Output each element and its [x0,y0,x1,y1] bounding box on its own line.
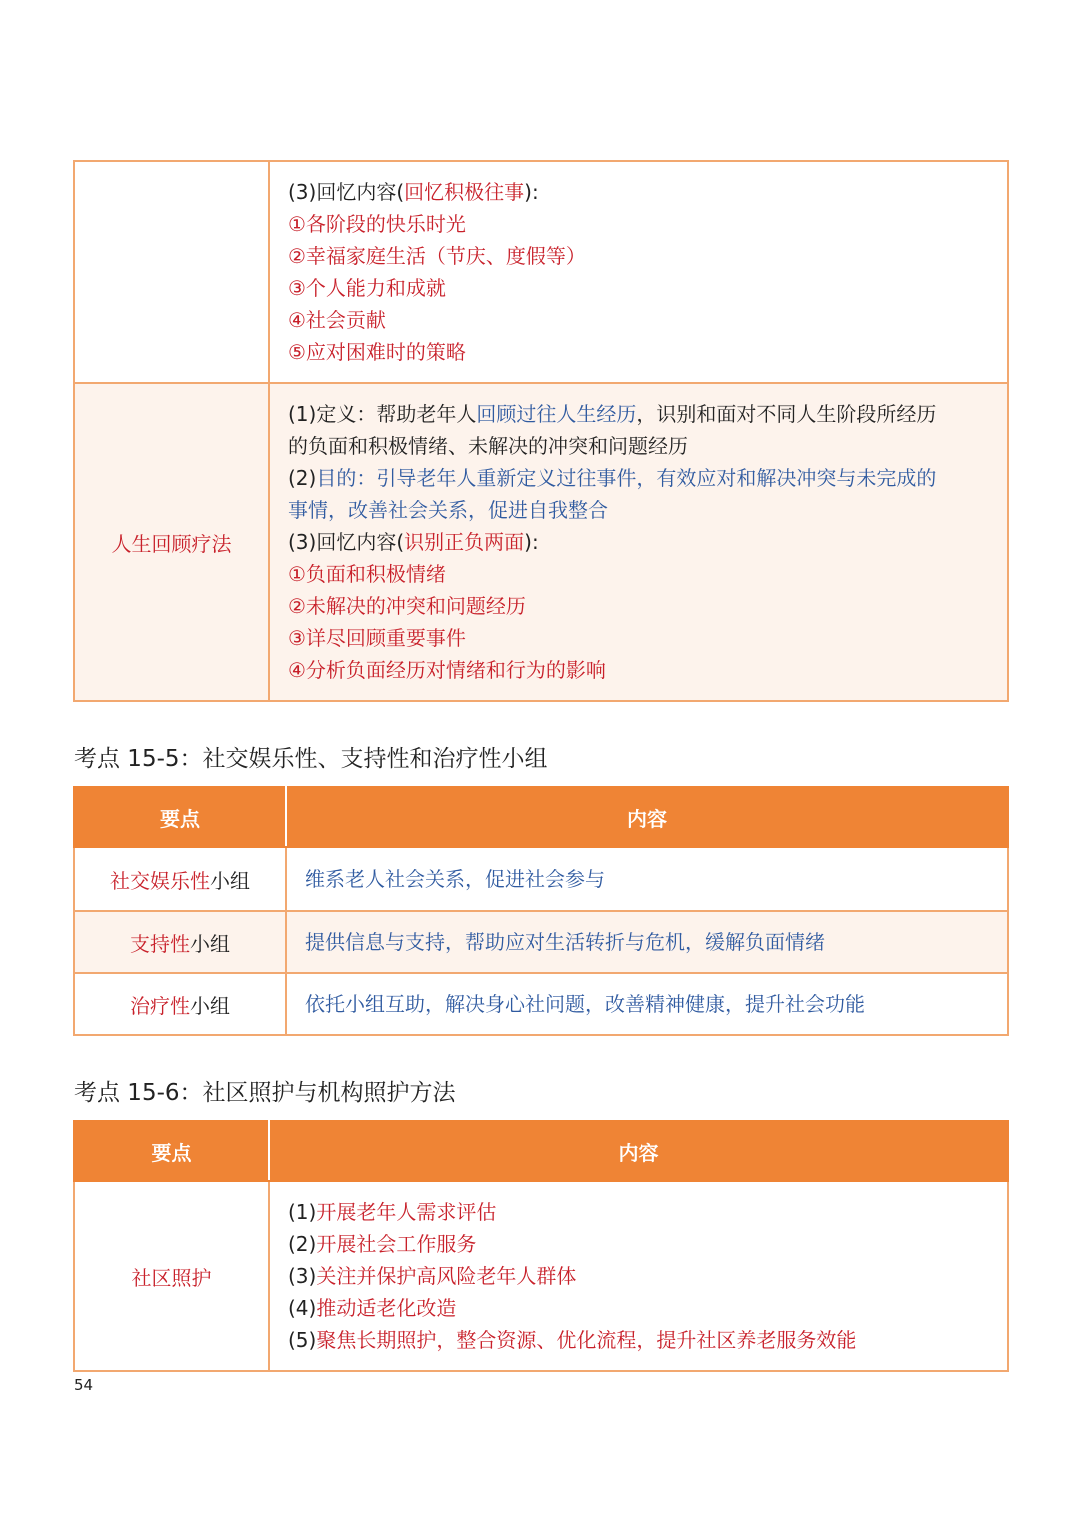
text-segment: (2) [288,466,317,490]
text-segment: ①负面和积极情绪 [288,562,446,586]
text-segment: (3) [288,1264,317,1288]
content-line [288,1324,989,1356]
key-suffix: 小组 [210,868,250,893]
text-segment: 聚焦长期照护，整合资源、优化流程，提升社区养老服务效能 [316,1328,857,1352]
text-segment: 开展社会工作服务 [316,1232,477,1256]
content-line [288,304,989,336]
text-segment: 关注并保护高风险老年人群体 [316,1264,577,1288]
group-types-table [73,786,1009,1036]
key-highlight: 支持性 [130,931,190,956]
row-content: 提供信息与支持，帮助应对生活转折与危机，缓解负面情绪 [286,911,1008,973]
content-line [288,462,989,494]
text-segment: 开展老年人需求评估 [316,1200,497,1224]
table-row [74,847,1008,911]
row-content [269,161,1008,383]
content-line [288,526,989,558]
text-segment: ②未解决的冲突和问题经历 [288,594,526,618]
table-row [74,383,1008,701]
text-segment: (2) [288,1232,317,1256]
row-key: 社区照护 [74,1181,269,1371]
content-line [288,336,989,368]
text-segment: 识别正负两面 [404,530,525,554]
content-line [288,430,989,462]
content-line [288,1260,989,1292]
row-key [74,161,269,383]
text-segment: (3)回忆内容( [288,530,405,554]
text-segment: 回忆积极往事 [404,180,525,204]
column-header-key: 要点 [74,787,286,847]
content-line [288,1196,989,1228]
text-segment: 事情，改善社会关系，促进自我整合 [288,498,608,522]
section-title: 考点 15-5：社交娱乐性、支持性和治疗性小组 [74,746,548,772]
text-segment: ④社会贡献 [288,308,386,332]
text-segment: (1)定义：帮助老年人 [288,402,477,426]
content-line [288,494,989,526]
text-segment: 目的：引导老年人重新定义过往事件，有效应对和解决冲突与未完成的 [316,466,937,490]
table-row [74,911,1008,973]
text-segment: ): [524,180,539,204]
content-line [288,398,989,430]
key-suffix: 小组 [190,993,230,1018]
row-content [269,383,1008,701]
section-title: 考点 15-6：社区照护与机构照护方法 [74,1080,456,1106]
life-review-table [73,160,1009,702]
text-segment: ⑤应对困难时的策略 [288,340,466,364]
content-line [288,208,989,240]
text-segment: ②幸福家庭生活（节庆、度假等） [288,244,586,268]
row-content: 依托小组互助，解决身心社问题，改善精神健康，提升社会功能 [286,973,1008,1035]
content-line [288,590,989,622]
table-row [74,161,1008,383]
column-header-key: 要点 [74,1121,269,1181]
text-segment: ，识别和面对不同人生阶段所经历 [636,402,937,426]
table-row [74,973,1008,1035]
table-row [74,1181,1008,1371]
row-key [74,973,286,1035]
text-segment: (3)回忆内容( [288,180,405,204]
row-content: 维系老人社会关系，促进社会参与 [286,847,1008,911]
content-line [288,654,989,686]
text-segment: 的负面和积极情绪、未解决的冲突和问题经历 [288,434,688,458]
content-line [288,558,989,590]
key-suffix: 小组 [190,931,230,956]
text-segment: (1) [288,1200,317,1224]
content-line [288,240,989,272]
text-segment: ): [524,530,539,554]
content-line [288,1292,989,1324]
content-line [288,1228,989,1260]
content-line [288,176,989,208]
text-segment: 回顾过往人生经历 [476,402,637,426]
text-segment: (4) [288,1296,317,1320]
key-highlight: 治疗性 [130,993,190,1018]
content-line [288,272,989,304]
row-key [74,911,286,973]
content-line [288,622,989,654]
column-header-content: 内容 [269,1121,1008,1181]
row-key [74,847,286,911]
text-segment: ③个人能力和成就 [288,276,446,300]
text-segment: ③详尽回顾重要事件 [288,626,466,650]
row-key: 人生回顾疗法 [74,383,269,701]
row-content [269,1181,1008,1371]
column-header-content: 内容 [286,787,1008,847]
page-number: 54 [74,1376,94,1394]
text-segment: 推动适老化改造 [316,1296,457,1320]
text-segment: ④分析负面经历对情绪和行为的影响 [288,658,606,682]
text-segment: ①各阶段的快乐时光 [288,212,466,236]
care-methods-table [73,1120,1009,1372]
key-highlight: 社交娱乐性 [110,868,210,893]
text-segment: (5) [288,1328,317,1352]
